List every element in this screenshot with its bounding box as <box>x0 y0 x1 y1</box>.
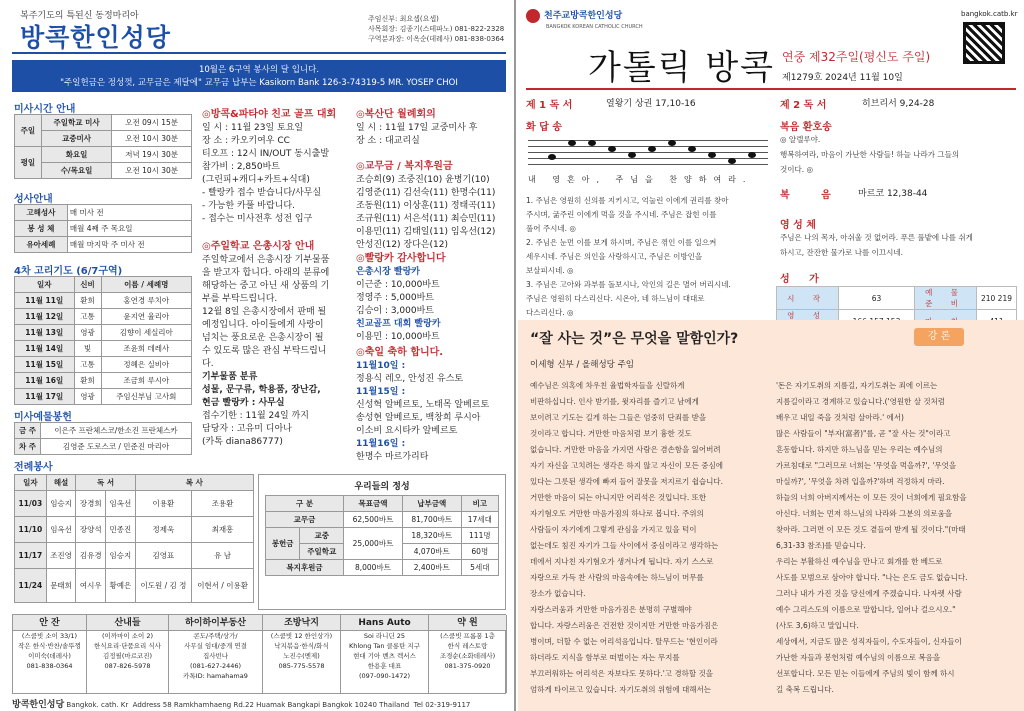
homily-line: 장소가 없습니다. <box>530 589 586 598</box>
music-note <box>728 158 736 164</box>
homily-badge: 강 론 <box>914 328 964 346</box>
homily-line: 6,31-33 참조)를 믿습니다. <box>776 541 866 550</box>
ad-5 <box>429 615 507 693</box>
ad-title: 조방낙지 <box>263 615 340 631</box>
liturgical-week: 연중 제32주일(평신도 주일) <box>782 50 931 64</box>
prayer-chain-heading: 4차 고리기도 (6/7구역) <box>14 266 123 277</box>
gospel-reading: 마르코 12,38-44 <box>858 189 928 199</box>
music-note <box>628 152 636 158</box>
ad-line: 한용훈 대표 <box>367 662 402 670</box>
homily-line: 비판하십니다. 인사 받기를, 윗자리를 즐기고 남에게 <box>530 397 699 406</box>
homily-line: 마실까?', '무엇을 차려 입을까?'하며 걱정하지 마라. <box>776 477 945 486</box>
communion-text: 주님은 나의 목자, 아쉬울 것 없어라. 푸른 풀밭에 나를 쉬게 하시고, 잔잔한 물가로 나를 이끄시네. <box>780 233 973 257</box>
homily-line: 세상에서, 지금도 많은 성직자들이, 수도자들이, 신자들이 <box>776 637 962 646</box>
footer: 방콕한인성당 Bangkok. cath. Kr Address 58 Ramkhamhaeng Rd.22 Huamak Bangkapi Bangkok 10240 Thailand Tel 02-319-9117 <box>12 700 471 710</box>
hymns-label: 성 가 <box>780 274 827 285</box>
church-title: 방콕한인성당 <box>20 23 171 52</box>
homily-line: 합니다. 자랑스러움은 건전한 것이지만 거만한 마음가짐은 <box>530 621 719 630</box>
staff-line <box>528 140 768 141</box>
staff-line <box>528 152 768 153</box>
homily-line: '돈은 자기도취의 지름길, 자기도취는 죄에 이르는 <box>776 381 938 390</box>
homily-line: 배우고 내일 죽을 것처럼 살아라.' 에서) <box>776 413 904 422</box>
hymns-table: 시 작 63 예 물 준 비 210 219 영 성 <box>776 286 1017 333</box>
notice-banner: 10월은 6구역 봉사의 달 입니다. "주일헌금은 정성껏, 교무금은 제달에" 교무금 납부는 Kasikorn Bank 126-3-74319-5 MR. YOSEP CHOI <box>12 60 506 92</box>
church-subtitle: 복주기도의 특된신 동정마리아 <box>20 11 139 21</box>
psalm-music-staff <box>528 136 768 172</box>
ad-line: (스쿰빗 프롬퐁 1층 <box>440 632 495 640</box>
ad-line: 087-826-5978 <box>104 662 151 670</box>
homily-line: 아신다. 너희는 먼저 하느님의 나라와 그분의 의로움을 <box>776 509 953 518</box>
homily-line: 사람들이 자기에게 그렇게 관심을 가지고 있을 턱이 <box>530 525 697 534</box>
homily-text-left <box>530 378 766 698</box>
music-note <box>608 146 616 152</box>
music-note <box>708 152 716 158</box>
music-note <box>688 146 696 152</box>
homily-line: 데에서 지나친 자기혐오가 생겨나게 됩니다. 자기 스스로 <box>530 557 714 566</box>
verse-line: 3. 주님은 고아와 과부를 돌보시나, 악인의 길은 멸어 버리시네. <box>526 280 731 289</box>
homily-line: 보이려고 기도는 길게 하는 그들은 엄중히 단죄를 받을 <box>530 413 707 422</box>
gospel-label: 복 음 <box>780 190 845 201</box>
feast-day-notice: ◎축일 축하 합니다. 11월10일 : 정용식 레오, 안성진 유스토 11월15일 : 신성혁 알베르토, 노태목 알베르토 송성현 알베르토, 백창희 루시아 이소비 요시타카 알베르토 11월16일 : 한명수 마르가리타 <box>356 347 490 462</box>
thanks-notice: ◎빨랑카 감사합니다 은총시장 빨랑카 이근준 : 10,000바트 정영주 : 5,000바트 김승이 : 3,000바트 친교골프 대회 빨랑카 이용민 : 10,000바트 <box>356 253 446 342</box>
ad-line: 김정필(마르코진) <box>102 652 153 660</box>
homily-text-right <box>776 378 1016 698</box>
homily-line: 우리는 부활하신 예수님을 만나고 회개를 한 베드로 <box>776 557 943 566</box>
golf-notice: ◎방콕&파타야 친교 골프 대회 일 시 : 11월 23일 토요일 장 소 : 카오키여우 CC 티오프 : 12시 IN/OUT 동시출발 참가비 : 2,850바트 (그린피+캐디+카트+식대) - 빨랑카 접수 받습니다/사무실 - 가능한 카풀 바랍니다. - 접수는 미사전후 성전 입구 <box>202 109 337 224</box>
issue-date: 제1279호 2024년 11월 10일 <box>782 73 903 83</box>
homily-line: 있다는 그릇된 생각에 빠져 들어 잘못을 저지르기 쉽습니다. <box>530 477 723 486</box>
church-sublogo: BANGKOK KOREAN CATHOLIC CHURCH <box>546 24 643 30</box>
grace-market-notice: ◎주일학교 은총시장 안내 주일학교에서 은총시장 기부물품 을 받고자 합니다. 아래의 분류에 해당하는 중고 아닌 새 상품의 기 부를 부탁드립니다. 12월 8일 은총시장에서 판매 될 예정입니다. 아이들에게 사랑이 넘치는 풍요로운 은총시장이 될 수 있도록 많은 관심 부탁드립니 다. 기부물품 분류 성물, 문구류, 학용품, 장난감, 현금 빨랑카 : 사무실 접수기한 : 11월 24일 까지 담당자 : 고유미 디아나 (카톡 diana86777) <box>202 241 330 447</box>
sacrament-table: 고해성사 매 미사 전 봉 성 체 매월 4째 주 목요일 유아세례 매월 마지막 주 미사 전 <box>14 204 192 253</box>
mass-times-heading: 미사시간 안내 <box>14 104 76 115</box>
verse-line: 풀어 주시네. ◎ <box>526 224 576 233</box>
liturgy-duty-table: 일자 해설 독 서 복 사 11/03 임승지 장경희 임옥선 이용환 조용환 11/10 임옥선 장양석 민종진 정제욱 최재흥 11/17 조진영 김유경 임승지 김영표 유 남 11/24 문태희 여시우 황예은 이도원 / 김 정 이현서 / 이용환 <box>14 474 254 603</box>
ad-1 <box>87 615 169 693</box>
offering-heading: 미사예물봉헌 <box>14 412 72 423</box>
ad-line: 현대 기아 벤츠 렉서스 <box>353 652 416 660</box>
ad-line: 노진수(멘제) <box>283 652 320 660</box>
right-bulletin-page <box>518 0 1024 711</box>
homily-line: 거만한 마음이 되는 아니지만 어리석은 것입니다. 또한 <box>530 493 707 502</box>
ad-line: (081-627-2446) <box>189 662 242 670</box>
ad-line: 집사빈나 <box>202 652 229 660</box>
communion-label: 영 성 체 <box>780 220 816 231</box>
homily-line: 자기 자신을 고치려는 생각은 하지 않고 자신이 모든 중심에 <box>530 461 723 470</box>
staff-line <box>528 164 768 165</box>
title-divider <box>526 88 1016 90</box>
ad-line: 이미숙(데레사) <box>28 652 71 660</box>
homily-line: 길 축복 드립니다. <box>776 685 834 694</box>
header-divider <box>12 52 506 54</box>
music-note <box>588 140 596 146</box>
homily-line: 사도를 모범으로 삼아야 합니다. "나는 은도 금도 없습니다. <box>776 573 968 582</box>
council-notice: ◎복산단 월례회의 일 시 : 11월 17일 교중미사 후 장 소 : 대교리실 <box>356 109 478 146</box>
music-note <box>568 140 576 146</box>
homily-line: 없습니다. 거만한 마음을 가지면 사람은 겸손함을 잃어버려 <box>530 445 721 454</box>
advertisements <box>12 614 506 694</box>
homily-line: 것이라고 합니다. 거만한 마음처럼 보기 흉한 것도 <box>530 429 692 438</box>
verse-line: 주님은 영원히 다스리신다. 시온아, 네 하느님이 대대로 <box>526 294 705 303</box>
ad-line: 조경순(소화데레사) <box>439 652 496 660</box>
bulletin-title: 가톨릭 방콕 <box>588 48 776 88</box>
ad-line: 한식요리·단품요리 식사 <box>94 642 161 650</box>
ad-line: Khlong Tan 클롱탄 지구 <box>348 642 420 650</box>
music-note <box>668 140 676 146</box>
ad-title: 약 원 <box>429 615 506 631</box>
ad-line: 사무실 임대/중개 연결 <box>184 642 247 650</box>
ad-line: (스쿰빗 12 한인상가) <box>270 632 333 640</box>
ad-4 <box>341 615 429 693</box>
homily-line: 하더라도 지식을 함부로 떠벌이는 자는 무지를 <box>530 653 680 662</box>
ad-title: 안 잔 <box>13 615 86 631</box>
dues-notice: ◎교무금 / 복지후원금 조승희(9) 조중진(10) 윤병기(10) 김영준(11) 김선숙(11) 한명수(11) 조동원(11) 이상훈(11) 정태곡(11) 조규원(11) 서은석(11) 최승민(11) 이용민(11) 김태일(11) 임옥선(12) 안성진(12) 장다은(12) <box>356 161 496 250</box>
homily-line: 엄하게 타이르고 있습니다. 자기도취의 위험에 대해서는 <box>530 685 711 694</box>
homily-line: 자기혐오도 거만한 마음가짐의 하나로 봅니다. 주위의 <box>530 509 704 518</box>
liturgy-duty-heading: 전례봉사 <box>14 462 53 473</box>
homily-line: 병이며, 더할 수 없는 어리석음입니다. 탈무드는 '현인이라 <box>530 637 718 646</box>
verse-line: 보살피시네. ◎ <box>526 266 574 275</box>
homily-line: 예수님은 의혹에 차우친 율법학자들을 신랄하게 <box>530 381 685 390</box>
verse-line: 세우시네. 주님은 의인을 사랑하시고, 주님은 이방인을 <box>526 252 703 261</box>
ad-line: 낙지볶음·한식/화식 <box>274 642 329 650</box>
second-reading: 히브리서 9,24-28 <box>862 99 935 109</box>
logo-icon <box>526 9 540 23</box>
homily-line: 흔동합니다. 하지만 하느님을 믿는 우리는 예수님의 <box>776 445 943 454</box>
second-reading-label: 제 2 독 서 <box>780 100 827 111</box>
psalm-refrain: 내 영혼아, 주님을 찬양하여라. <box>528 175 753 184</box>
ad-3 <box>263 615 341 693</box>
homily-line: 많은 사람들이 "부자(富者)"를, 곧 "잘 사는 것"이라고 <box>776 429 951 438</box>
mass-times-table: 주일 주일학교 미사 오전 09시 15분 교중미사 오전 10시 30분 평일 화요일 저녁 19시 30분 수/목요일 오전 10시 30분 <box>14 114 192 179</box>
homily-line: 하늘의 너희 아버지께서는 이 모든 것이 너희에게 필요함을 <box>776 493 967 502</box>
ad-line: 081-838-0364 <box>26 662 73 670</box>
homily-line: 자랑스러움과 거만한 마음가짐은 분명히 구별해야 <box>530 605 692 614</box>
ad-title: 하이하이부동산 <box>169 615 262 631</box>
ad-line: (이까마이 소이 2) <box>101 632 153 640</box>
sacrament-heading: 성사안내 <box>14 194 53 205</box>
homily-line: 선포합니다. 모든 믿는 이들에게 주님의 빛이 함께 하시 <box>776 669 955 678</box>
ad-line: 한식 레스토랑 <box>447 642 488 650</box>
verse-line: 다스리신다. ◎ <box>526 308 574 317</box>
ad-2 <box>169 615 263 693</box>
homily-title: “잘 사는 것”은 무엇을 말함인가? <box>530 331 739 347</box>
ad-title: Hans Auto <box>341 615 428 631</box>
homily-author: 이세형 신부 / 올해성당 주임 <box>530 360 634 370</box>
homily-line: 부끄러워하는 어리석은 자보다도 못하다.'고 경하할 것을 <box>530 669 713 678</box>
homily-line: 지름길이라고 경계하고 있습니다.('영원한 살 것처럼 <box>776 397 946 406</box>
homily-line: 찾아라. 그러면 이 모든 것도 곁들여 받게 될 것이다."(마태 <box>776 525 966 534</box>
ad-line: 작은 한식·반찬/솥뚜껑 <box>18 642 81 650</box>
finance-title: 우리들의 정성 <box>354 482 410 492</box>
offering-table: 금 주 이은주 프란체스코/한소진 프란체스카 차 주 김영준 도로스코 / 민준진 마리아 <box>14 422 192 455</box>
prayer-chain-table: 일자 신비 이름 / 세례명 11월 11일 환희 홍연경 루치아 11월 12일 고통 윤지연 율리아 11월 13일 영광 김향이 세실리아 11월 14일 빛 조윤희 데레사 11월 15일 고통 정혜은 실비아 11월 16일 환희 조금희 루시아 11월 17일 영광 주임신부님 고사회 <box>14 276 192 405</box>
church-logo: 천주교방콕한인성당 <box>526 8 622 23</box>
ad-line: Soi 라니딘 25 <box>363 632 406 640</box>
ad-line: 081-375-0920 <box>444 662 491 670</box>
verse-line: 주시며, 굶주린 이에게 먹을 것을 주시네. 주님은 잡힌 이를 <box>526 210 717 219</box>
ad-title: 산내들 <box>87 615 168 631</box>
ad-line: 카톡ID: hamahama9 <box>183 672 248 680</box>
music-note <box>648 146 656 152</box>
homily-line: 예수 그리스도의 이름으로 말합니다, 일어나 걸으시오." <box>776 605 956 614</box>
verse-line: 2. 주님은 눈먼 이를 보게 하시며, 주님은 꺾인 이를 일으켜 <box>526 238 717 247</box>
clergy-info: 주임신부: 최요셉(요셉) 사목회장: 김종기(스테파노) 081-822-2328 구역분과장: 이옥순(데레사) 081-838-0364 <box>368 15 505 43</box>
music-note <box>548 154 556 160</box>
homily-line: 자랑으로 가득 찬 사람의 마음속에는 하느님이 머무를 <box>530 573 704 582</box>
alleluia-text: ◎ 알렐루야. 행복하여라, 마음이 가난한 사람들! 하늘 나라가 그들의 것이다. ◎ <box>780 135 960 174</box>
homily-line: (사도 3,6)하고 말입니다. <box>776 621 859 630</box>
verse-line: 1. 주님은 영원히 신의를 지키시고, 억눌린 이에게 권리를 찾아 <box>526 196 729 205</box>
psalm-label: 화 답 송 <box>526 122 562 133</box>
ad-line: 콘도/주택/상가/ <box>193 632 238 640</box>
music-note <box>748 152 756 158</box>
homily-line: 그러나 내가 가진 것을 당신에게 주겠습니다. 나자렛 사람 <box>776 589 962 598</box>
qr-code-icon[interactable] <box>963 22 1005 64</box>
homily-line: 가난한 자들과 봉헌처럼 예수님의 이름으로 복음을 <box>776 653 941 662</box>
ad-line: (097-090-1472) <box>358 672 411 680</box>
finance-box <box>258 474 506 610</box>
alleluia-label: 복음 환호송 <box>780 122 832 133</box>
ad-line: (스쿰빗 소이 33/1) <box>21 632 78 640</box>
website-url[interactable]: bangkok.catb.kr <box>961 10 1018 18</box>
first-reading: 열왕기 상권 17,10-16 <box>606 99 696 109</box>
psalm-verses <box>526 194 776 320</box>
homily-line: 없는데도 침진 자기가 그들 사이에서 중심이라고 생각하는 <box>530 541 719 550</box>
finance-table: 구 분 목표금액 납부금액 비고 교무금 62,500바트 81,700바트 17세대 봉헌금 교중 25,000바트 18,320바트 111명 주일학교 4,070바트 60명 복지후원금 8,000바트 2,400바트 5세대 <box>265 495 499 576</box>
homily-line: 가르침대로 "그러므로 너희는 '무엇을 먹을까?', '무엇을 <box>776 461 957 470</box>
first-reading-label: 제 1 독 서 <box>526 100 573 111</box>
ad-line: 085-775-5578 <box>278 662 325 670</box>
ad-0 <box>13 615 87 693</box>
